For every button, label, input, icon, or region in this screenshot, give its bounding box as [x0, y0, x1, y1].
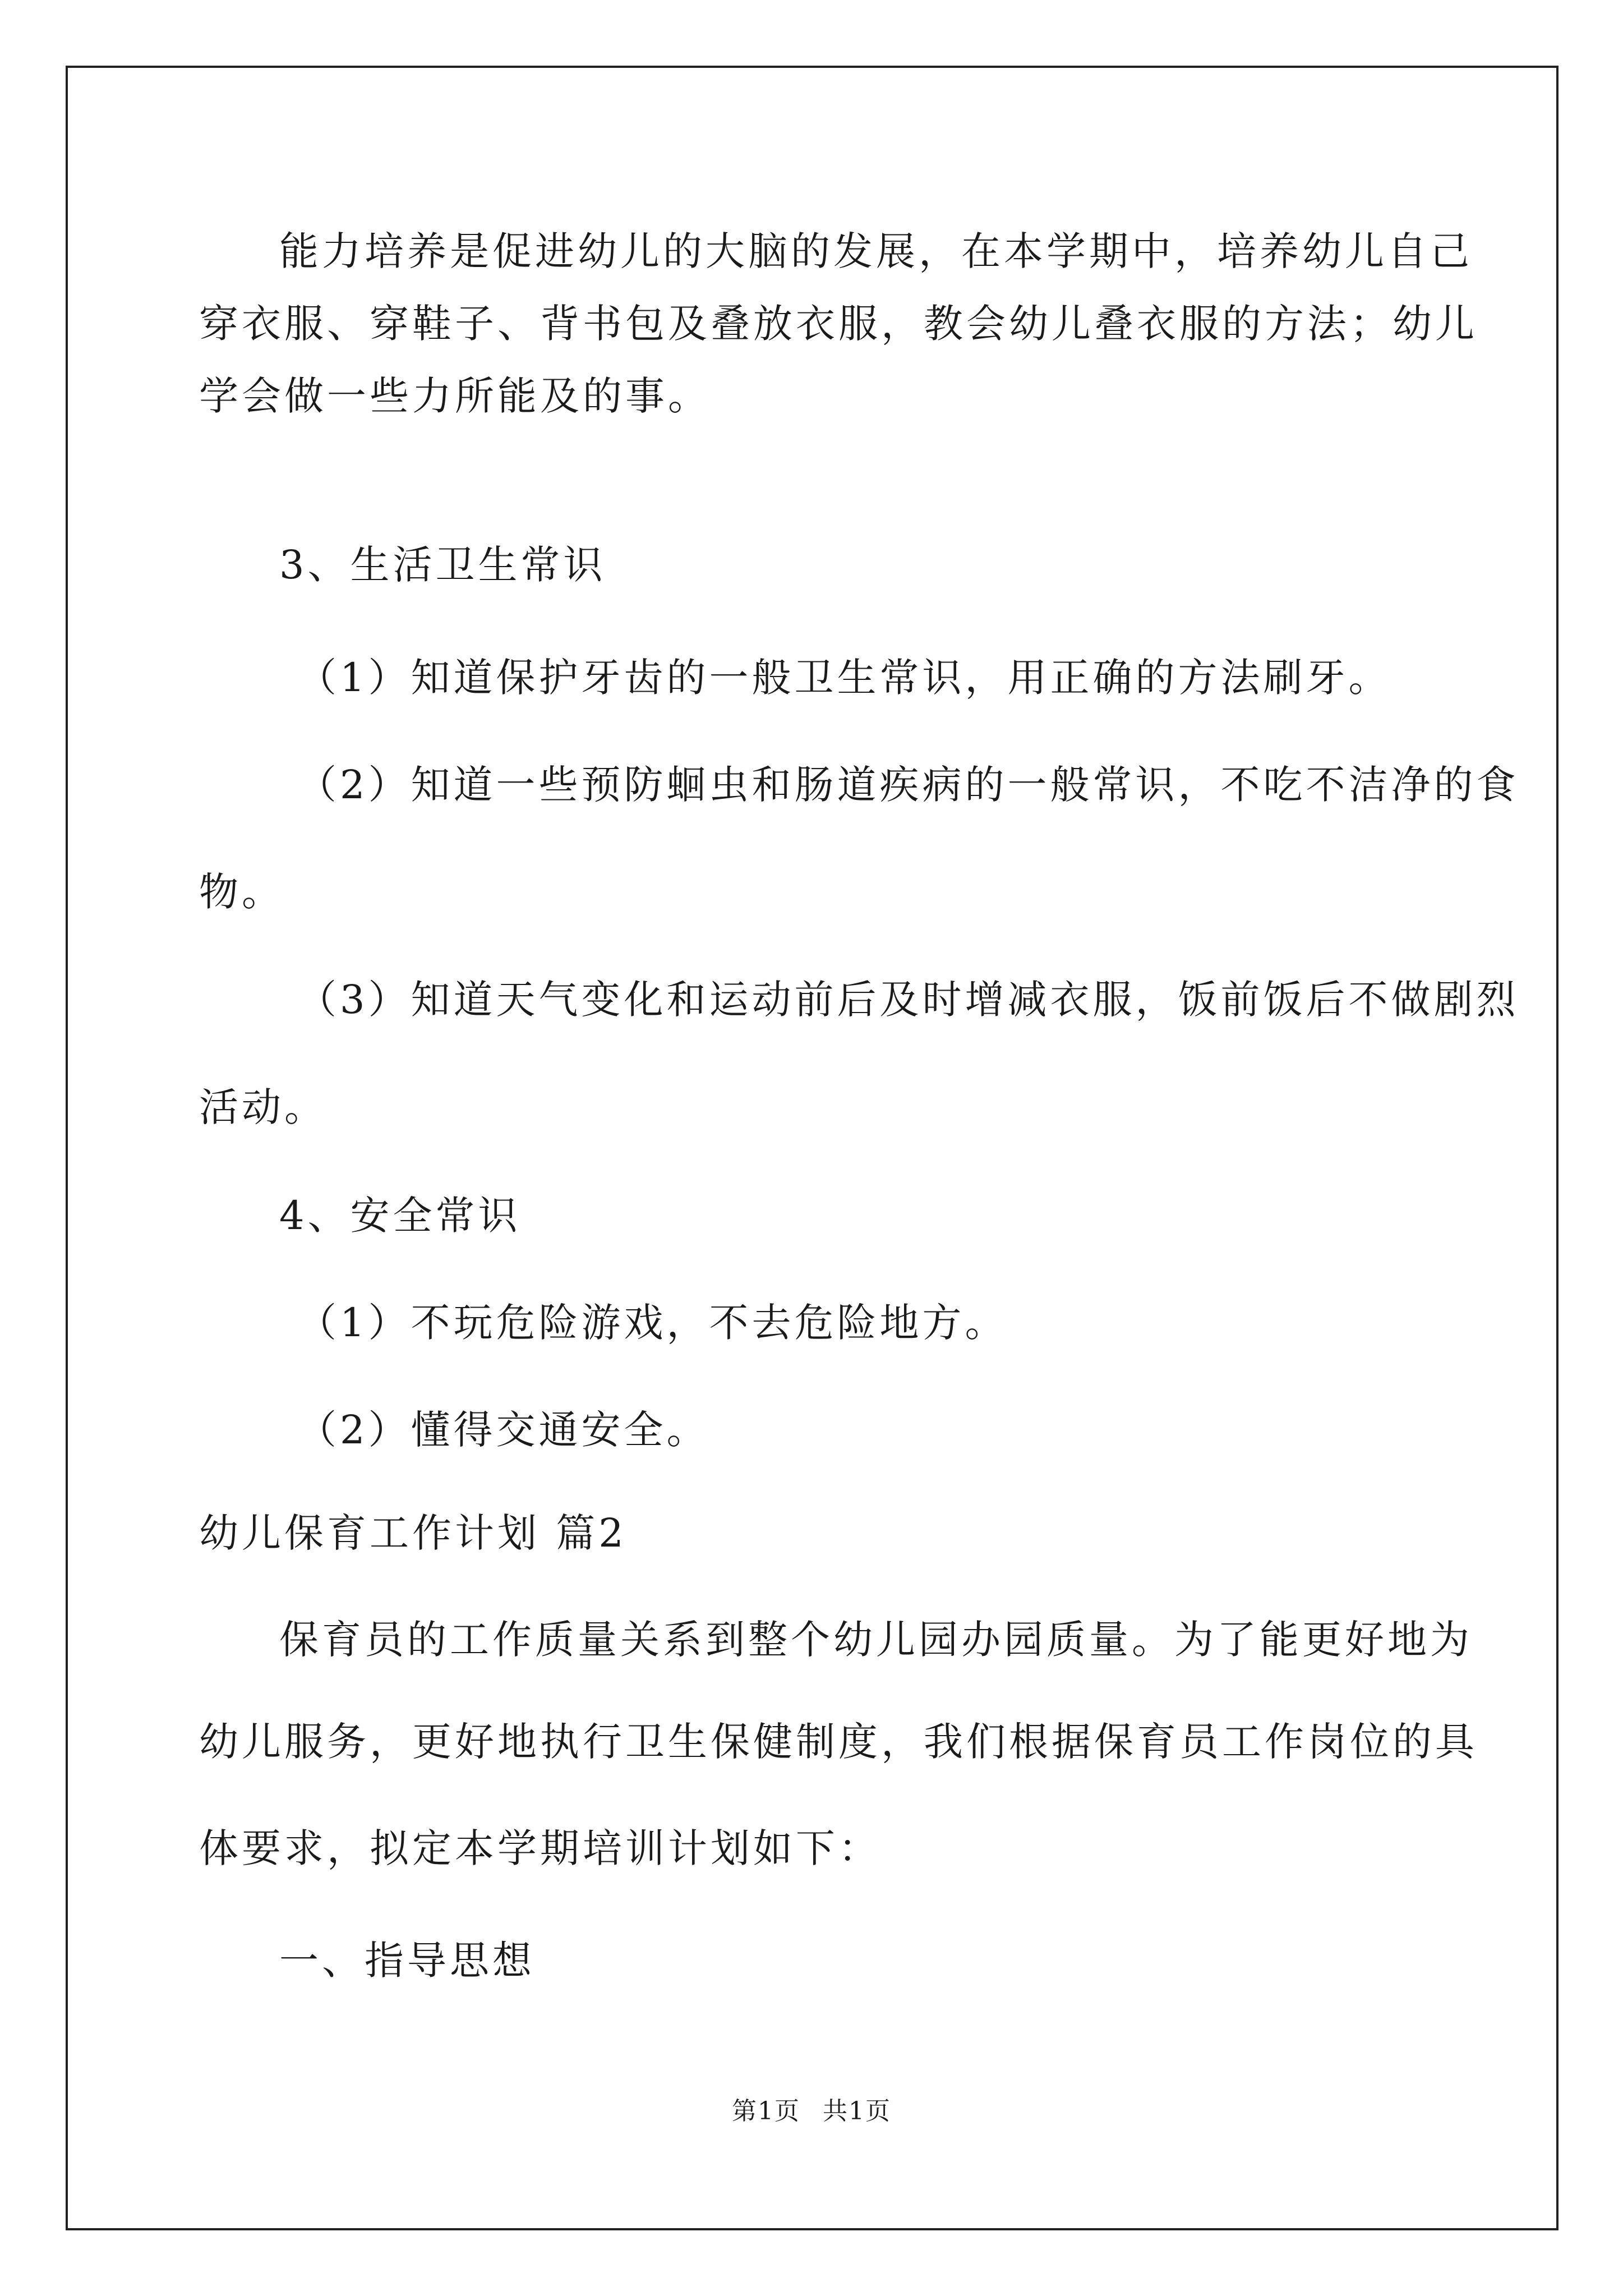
- paragraph-line: 体要求，拟定本学期培训计划如下：: [199, 1825, 881, 1871]
- page-number: 第1页: [732, 2097, 800, 2125]
- page-footer: [0, 2095, 1623, 2128]
- paragraph-line: 学会做一些力所能及的事。: [199, 373, 711, 419]
- list-item: （2）懂得交通安全。: [297, 1407, 709, 1453]
- list-item: （1）不玩危险游戏，不去危险地方。: [297, 1300, 1008, 1346]
- section-heading: 3、生活卫生常识: [279, 542, 606, 588]
- paragraph-line: 保育员的工作质量关系到整个幼儿园办园质量。为了能更好地为: [279, 1617, 1473, 1663]
- page-total: 共1页: [823, 2097, 891, 2125]
- paragraph-line: 活动。: [199, 1084, 327, 1130]
- list-item: （1）知道保护牙齿的一般卫生常识，用正确的方法刷牙。: [297, 655, 1391, 701]
- section-heading: 一、指导思想: [279, 1938, 535, 1984]
- paragraph-line: 穿衣服、穿鞋子、背书包及叠放衣服，教会幼儿叠衣服的方法；幼儿: [199, 301, 1478, 347]
- article-title: 幼儿保育工作计划 篇2: [199, 1510, 627, 1556]
- list-item: （3）知道天气变化和运动前后及时增减衣服，饭前饭后不做剧烈: [297, 977, 1519, 1023]
- paragraph-line: 能力培养是促进幼儿的大脑的发展，在本学期中，培养幼儿自己: [279, 228, 1473, 274]
- section-heading: 4、安全常识: [279, 1193, 521, 1239]
- paragraph-line: 幼儿服务，更好地执行卫生保健制度，我们根据保育员工作岗位的具: [199, 1719, 1478, 1765]
- paragraph-line: 物。: [199, 869, 284, 915]
- list-item: （2）知道一些预防蛔虫和肠道疾病的一般常识，不吃不洁净的食: [297, 762, 1519, 808]
